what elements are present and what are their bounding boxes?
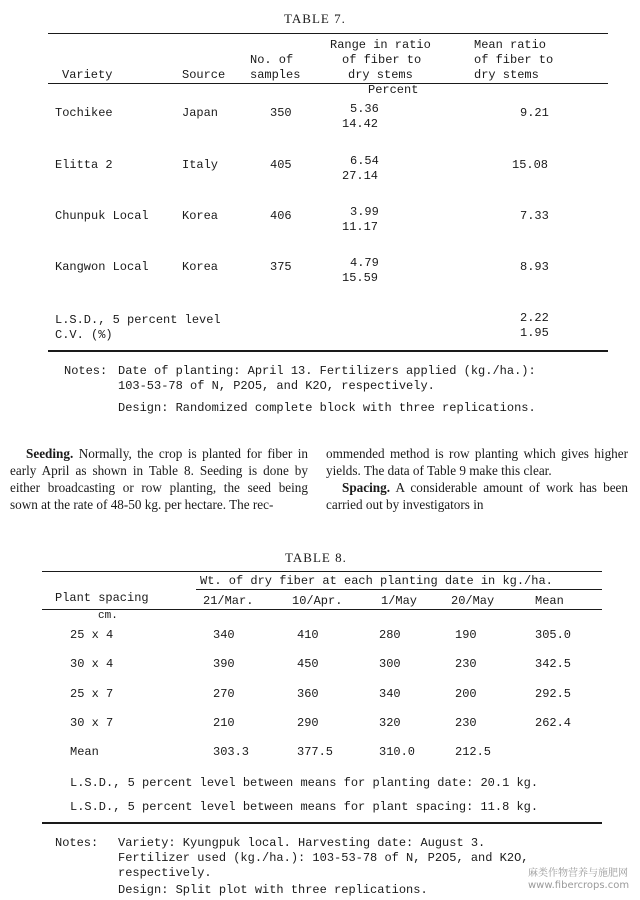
lsd-value: 2.22	[520, 311, 549, 325]
table-cell: 405	[270, 158, 292, 172]
table-cell: 15.08	[512, 158, 549, 172]
table-row: 25 x 7	[70, 687, 114, 701]
table8-unit: cm.	[98, 610, 118, 622]
cv-label: C.V. (%)	[55, 328, 113, 342]
table-cell: 200	[455, 687, 477, 701]
table-cell: 305.0	[535, 628, 572, 642]
table-cell: 320	[379, 716, 401, 730]
table-cell: 270	[213, 687, 235, 701]
table8-notes-label: Notes:	[55, 836, 99, 850]
table-cell: 230	[455, 716, 477, 730]
table8-top-rule	[42, 571, 602, 572]
watermark	[528, 868, 629, 892]
table-cell: 11.17	[342, 220, 379, 234]
table8-date-header: Mean	[535, 594, 564, 608]
table-cell: Italy	[182, 158, 219, 172]
table-cell: 350	[270, 106, 292, 120]
watermark-line: 麻类作物营养与施肥网	[528, 868, 628, 879]
table8-spacing-header: Plant spacing	[55, 591, 149, 605]
table-cell: 15.59	[342, 271, 379, 285]
table8-date-header: 21/Mar.	[203, 594, 254, 608]
table8-design: Design: Split plot with three replications.	[118, 883, 428, 897]
table-cell: 210	[213, 716, 235, 730]
table-cell: 212.5	[455, 745, 492, 759]
table-row: 30 x 4	[70, 657, 114, 671]
table-cell: 377.5	[297, 745, 334, 759]
table7-title: TABLE 7.	[284, 11, 346, 26]
table7-bottom-rule	[48, 350, 608, 352]
mean-header-line: of fiber to	[474, 53, 554, 67]
table-cell: 9.21	[520, 106, 549, 120]
table-cell: 292.5	[535, 687, 572, 701]
table-row: Kangwon Local	[55, 260, 149, 274]
table-cell: 27.14	[342, 169, 379, 183]
table-cell: 280	[379, 628, 401, 642]
table8-title: TABLE 8.	[285, 550, 347, 565]
table-cell: 14.42	[342, 117, 379, 131]
table-cell: 340	[379, 687, 401, 701]
lsd-label: L.S.D., 5 percent level	[55, 313, 221, 327]
table-cell: 5.36	[350, 102, 379, 116]
range-header-line: Range in ratio	[330, 38, 431, 52]
table8-notes-line: Variety: Kyungpuk local. Harvesting date: August 3.	[118, 836, 486, 850]
table-cell: Korea	[182, 209, 219, 223]
table-row: Tochikee	[55, 106, 113, 120]
prose-text: A considerable amount of work has been carried out by investigators in	[326, 480, 628, 512]
table-row: Chunpuk Local	[55, 209, 149, 223]
table7-source-header: Source	[182, 68, 226, 82]
table8-header-rule	[42, 609, 602, 610]
prose-right-column	[326, 445, 628, 513]
table-cell: 390	[213, 657, 235, 671]
range-header-line: of fiber to	[342, 53, 422, 67]
table-cell: 6.54	[350, 154, 379, 168]
table-cell: 230	[455, 657, 477, 671]
cv-value: 1.95	[520, 326, 549, 340]
table-cell: 310.0	[379, 745, 416, 759]
table-cell: Japan	[182, 106, 219, 120]
table8-bottom-rule	[42, 822, 602, 824]
mean-header-line: Mean ratio	[474, 38, 547, 52]
table-row: Mean	[70, 745, 99, 759]
samples-header-line: samples	[250, 68, 301, 82]
table-cell: 7.33	[520, 209, 549, 223]
table7-range-header	[330, 38, 431, 83]
table-cell: 450	[297, 657, 319, 671]
table7-notes-line: 103-53-78 of N, P2O5, and K2O, respectively.	[118, 379, 435, 393]
table7-mean-header	[474, 38, 553, 83]
table-cell: 360	[297, 687, 319, 701]
table-cell: 190	[455, 628, 477, 642]
prose-left-column	[10, 445, 308, 513]
table-row: 30 x 7	[70, 716, 114, 730]
table7-samples-header	[250, 53, 300, 83]
table7-notes-label: Notes:	[64, 364, 108, 378]
table8-notes-line: Fertilizer used (kg./ha.): 103-53-78 of N, P2O5, and K2O,	[118, 851, 529, 865]
table-cell: 8.93	[520, 260, 549, 274]
table8-date-header: 1/May	[381, 594, 418, 608]
table7-variety-header: Variety	[62, 68, 113, 82]
section-heading-spacing: Spacing.	[342, 480, 391, 495]
range-header-line: dry stems	[348, 68, 413, 82]
samples-header-line: No. of	[250, 53, 294, 67]
table-cell: 342.5	[535, 657, 572, 671]
table7-unit: Percent	[368, 83, 419, 97]
table7-top-rule	[48, 33, 608, 34]
table-cell: 303.3	[213, 745, 250, 759]
table7-design: Design: Randomized complete block with three replications.	[118, 401, 536, 415]
table-cell: 406	[270, 209, 292, 223]
table-cell: 375	[270, 260, 292, 274]
mean-header-line: dry stems	[474, 68, 539, 82]
table-cell: 340	[213, 628, 235, 642]
prose-text: ommended method is row planting which gives higher yields. The data of Table 9 make this clear.	[326, 446, 628, 478]
table8-date-header: 20/May	[451, 594, 495, 608]
table8-date-header: 10/Apr.	[292, 594, 343, 608]
table-cell: 4.79	[350, 256, 379, 270]
table-cell: 3.99	[350, 205, 379, 219]
table7-notes-line: Date of planting: April 13. Fertilizers applied (kg./ha.):	[118, 364, 536, 378]
table8-span-header: Wt. of dry fiber at each planting date in kg./ha.	[200, 574, 553, 588]
table-cell: 410	[297, 628, 319, 642]
section-heading-seeding: Seeding.	[26, 446, 74, 461]
lsd-plant-spacing: L.S.D., 5 percent level between means for plant spacing: 11.8 kg.	[70, 800, 539, 814]
table-row: 25 x 4	[70, 628, 114, 642]
table-cell: Korea	[182, 260, 219, 274]
lsd-planting-date: L.S.D., 5 percent level between means for planting date: 20.1 kg.	[70, 776, 539, 790]
table-row: Elitta 2	[55, 158, 113, 172]
table-cell: 262.4	[535, 716, 572, 730]
table7-header-rule	[48, 83, 608, 84]
prose-text: Normally, the crop is planted for fiber in early April as shown in Table 8. Seeding is done by either broadcasting or row planting, the seed being sown at the rate of 48-50 kg. per hectare. The rec-	[10, 446, 308, 512]
table-cell: 290	[297, 716, 319, 730]
table-cell: 300	[379, 657, 401, 671]
table8-span-rule	[196, 589, 602, 590]
table8-notes-line: respectively.	[118, 866, 212, 880]
watermark-line: www.fibercrops.com	[528, 880, 630, 891]
